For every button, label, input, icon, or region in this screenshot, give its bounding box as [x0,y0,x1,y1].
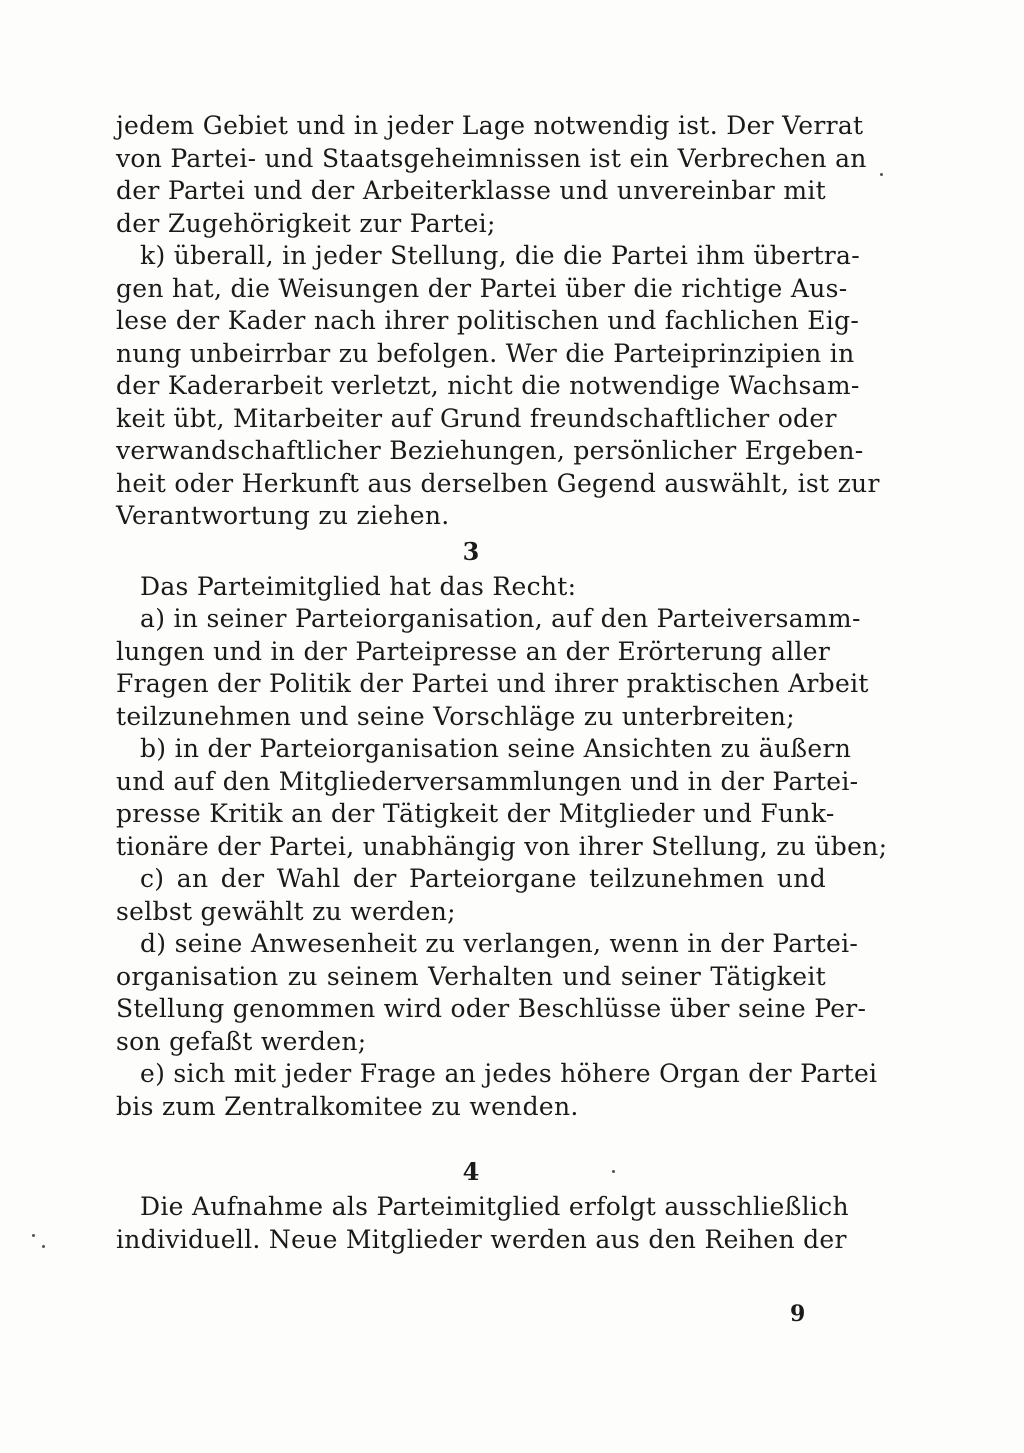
list-item-c [116,863,826,928]
text-line: der Partei und der Arbeiterklasse und unvereinbar mit [116,176,826,205]
text-line: d) seine Anwesenheit zu verlangen, wenn in der Partei- [140,929,859,958]
text-line: jedem Gebiet und in jeder Lage notwendig ist. Der Verrat [116,111,864,140]
text-line: e) sich mit jeder Frage an jedes höhere Organ der Partei [140,1059,878,1088]
text-line: teilzunehmen und seine Vorschläge zu unterbreiten; [116,701,795,731]
text-line: k) überall, in jeder Stellung, die die Partei ihm übertra- [140,241,860,270]
section-4-body [116,1191,849,1256]
print-speck [42,1245,45,1248]
text-line: der Zugehörigkeit zur Partei; [116,208,496,238]
section-heading-3: 3 [462,536,480,566]
paragraph-continued [116,110,867,240]
text-line: Die Aufnahme als Parteimitglied erfolgt ausschließlich [140,1192,849,1221]
text-line: verwandschaftlicher Beziehungen, persönlicher Ergeben- [116,436,864,465]
print-speck [880,173,883,176]
text-line: keit übt, Mitarbeiter auf Grund freundschaftlicher oder [116,403,837,433]
section-3-body [116,571,888,1124]
page-number: 9 [790,1301,806,1327]
text-line: organisation zu seinem Verhalten und seiner Tätigkeit [116,961,826,991]
section-intro: Das Parteimitglied hat das Recht: [140,571,577,601]
body-text [116,110,888,1256]
text-line: Stellung genommen wird oder Beschlüsse über seine Per- [116,994,867,1023]
text-line: gen hat, die Weisungen der Partei über die richtige Aus- [116,273,848,303]
text-line: der Kaderarbeit verletzt, nicht die notwendige Wachsam- [116,371,860,400]
text-line: bis zum Zentralkomitee zu wenden. [116,1091,579,1121]
text-line: Fragen der Politik der Partei und ihrer praktischen Arbeit [116,669,869,698]
text-line: b) in der Parteiorganisation seine Ansichten zu äußern [140,734,852,763]
section-spacer [116,1123,826,1153]
list-item-d [116,928,867,1058]
list-item-b [116,733,888,863]
list-item-a [116,603,869,733]
text-line: von Partei- und Staatsgeheimnissen ist ein Verbrechen an [116,143,867,173]
text-line: son gefaßt werden; [116,1026,367,1056]
text-line: nung unbeirrbar zu befolgen. Wer die Parteiprinzipien in [116,338,855,368]
print-speck [612,1170,615,1173]
section-heading-4: 4 [462,1157,480,1186]
list-item-k [116,240,880,533]
list-item-e [116,1058,878,1123]
print-speck [32,1234,35,1237]
text-line: lungen und in der Parteipresse an der Erörterung aller [116,636,831,666]
text-line: tionäre der Partei, unabhängig von ihrer Stellung, zu üben; [116,831,888,861]
text-line: heit oder Herkunft aus derselben Gegend auswählt, ist zur [116,468,880,498]
text-line: selbst gewählt zu werden; [116,896,456,926]
text-line: presse Kritik an der Tätigkeit der Mitglieder und Funk- [116,799,835,828]
text-line: a) in seiner Parteiorganisation, auf den Parteiversamm- [140,604,861,633]
text-line: lese der Kader nach ihrer politischen und fachlichen Eig- [116,306,860,335]
text-line: Verantwortung zu ziehen. [116,501,450,530]
text-line: und auf den Mitgliederversammlungen und in der Partei- [116,766,859,796]
text-line: c) an der Wahl der Parteiorgane teilzunehmen und [140,864,826,893]
text-line: individuell. Neue Mitglieder werden aus den Reihen der [116,1224,847,1254]
